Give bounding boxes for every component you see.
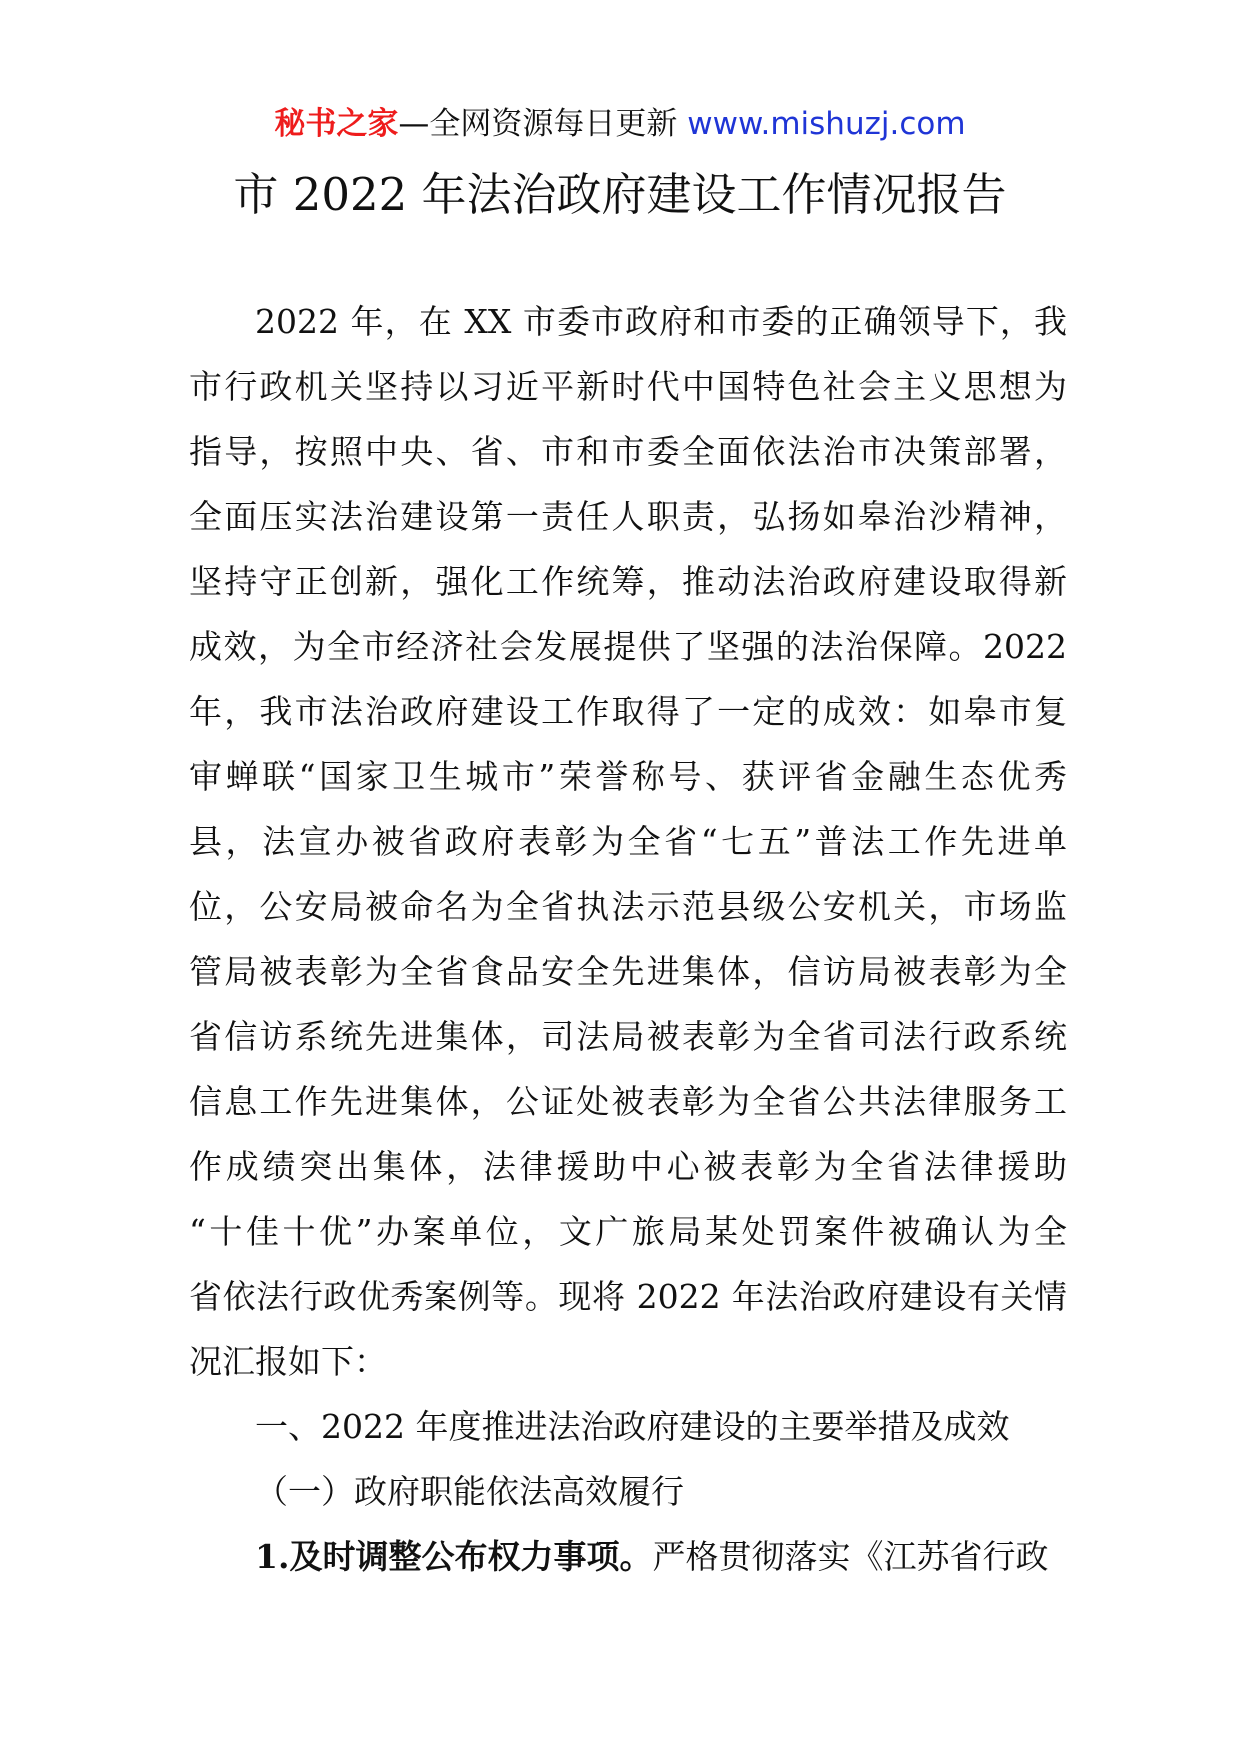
paragraph-line: 管局被表彰为全省食品安全先进集体，信访局被表彰为全 xyxy=(189,952,1067,991)
paragraph-line: 信息工作先进集体，公证处被表彰为全省公共法律服务工 xyxy=(189,1082,1067,1121)
paragraph-line: 位，公安局被命名为全省执法示范县级公安机关，市场监 xyxy=(189,887,1067,926)
paragraph-line: 成效，为全市经济社会发展提供了坚强的法治保障。2022 xyxy=(189,627,1067,666)
paragraph-line: 坚持守正创新，强化工作统筹，推动法治政府建设取得新 xyxy=(189,562,1067,601)
paragraph-line: “十佳十优”办案单位，文广旅局某处罚案件被确认为全 xyxy=(189,1212,1067,1251)
document-body xyxy=(189,289,1067,1589)
paragraph-line: 年，我市法治政府建设工作取得了一定的成效：如皋市复 xyxy=(189,692,1067,731)
item-lead: 1.及时调整公布权力事项。 xyxy=(255,1537,653,1576)
brand-name: 秘书之家 xyxy=(274,106,399,142)
paragraph-line: 省依法行政优秀案例等。现将 2022 年法治政府建设有关情 xyxy=(189,1277,1067,1316)
brand-tagline: —全网资源每日更新 xyxy=(398,106,678,142)
paragraph-line: 作成绩突出集体，法律援助中心被表彰为全省法律援助 xyxy=(189,1147,1067,1186)
item-paragraph xyxy=(189,1524,1067,1589)
paragraph-line: 省信访系统先进集体，司法局被表彰为全省司法行政系统 xyxy=(189,1017,1067,1056)
item-text: 严格贯彻落实《江苏省行政 xyxy=(652,1537,1049,1576)
paragraph-line: 2022 年，在 XX 市委市政府和市委的正确领导下，我 xyxy=(255,302,1067,341)
site-url-link[interactable]: www.mishuzj.com xyxy=(677,106,966,142)
paragraph-line: 县，法宣办被省政府表彰为全省“七五”普法工作先进单 xyxy=(189,822,1067,861)
paragraph-line: 况汇报如下： xyxy=(189,1342,387,1381)
paragraph-line: 审蝉联“国家卫生城市”荣誉称号、获评省金融生态优秀 xyxy=(189,757,1067,796)
subsection-heading: （一）政府职能依法高效履行 xyxy=(255,1472,684,1511)
paragraph-line: 指导，按照中央、省、市和市委全面依法治市决策部署， xyxy=(189,432,1067,471)
paragraph-line: 全面压实法治建设第一责任人职责，弘扬如皋治沙精神， xyxy=(189,497,1067,536)
paragraph-line: 市行政机关坚持以习近平新时代中国特色社会主义思想为 xyxy=(189,367,1067,406)
site-watermark-header xyxy=(0,104,1240,144)
section-heading: 一、2022 年度推进法治政府建设的主要举措及成效 xyxy=(255,1407,1010,1446)
document-title: 市 2022 年法治政府建设工作情况报告 xyxy=(233,168,1007,221)
